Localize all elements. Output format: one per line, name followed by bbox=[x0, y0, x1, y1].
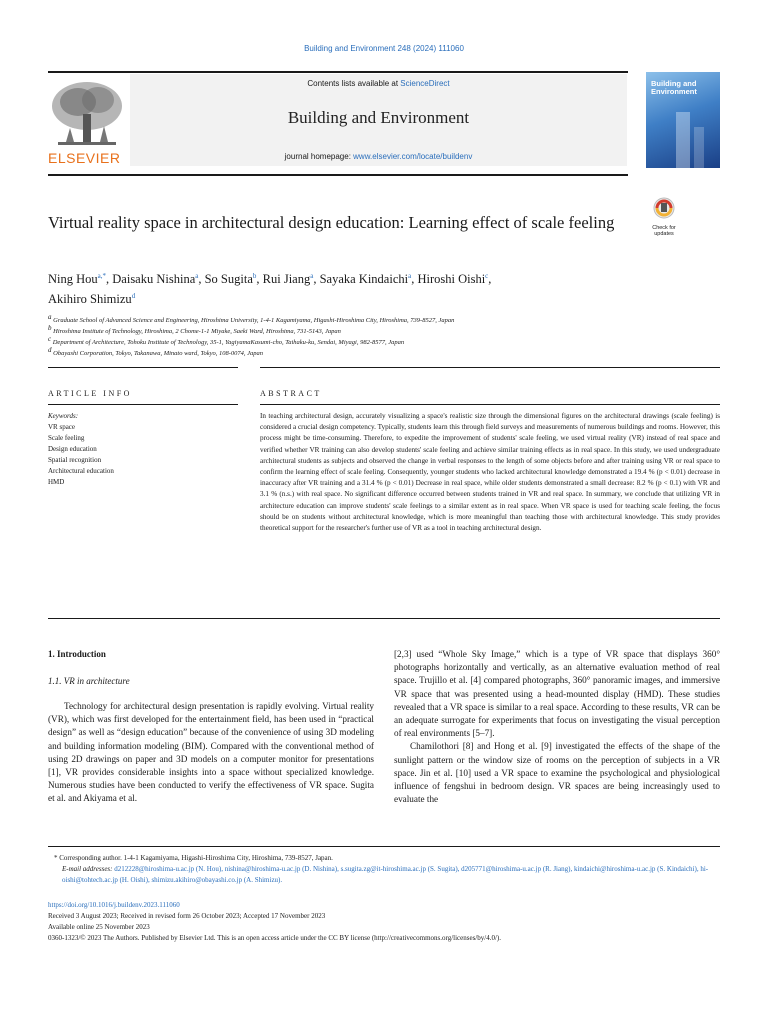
body-column-right bbox=[394, 648, 720, 806]
cover-tower-2 bbox=[694, 127, 704, 168]
journal-cover-image bbox=[646, 72, 720, 168]
keyword-item: Architectural education bbox=[48, 467, 114, 475]
author-affiliation-mark[interactable]: a,* bbox=[97, 272, 107, 280]
badge-line-2: updates bbox=[654, 231, 674, 237]
paragraph: Technology for architectural design presentation is rapidly evolving. Virtual reality (VR), which was first developed for the entertainment field, has been used in “practical design” as well as “design education” because of the convenience of using 3D modeling and building information modeling (BIM). Compared with the conventional method of using 2D drawings on paper and 3D models on a computer monitor for presentations [1], VR provides considerable insights into a space without specialized knowledge. Numerous studies have been conducted to verify the effectiveness of VR space. Sugita et al. and Akiyama et al. bbox=[48, 701, 374, 804]
body-column-left bbox=[48, 700, 374, 806]
author-affiliation-mark[interactable]: b bbox=[252, 272, 257, 280]
paragraph: [2,3] used “Whole Sky Image,” which is a type of VR space that displays 360° photographs horizontally and vertically, as an alternative evaluation method of real space. Trujillo et al. [4] compared photographs, 360° panoramic images, and immersive VR space that was presented using a head-mounted display (HMD). These studies revealed that a VR space is similar to a real space. According to these results, VR can be an adequate surrogate for experiments that focus on investigating the visual perception of real environments [5–7]. bbox=[394, 649, 720, 739]
author-separator: , bbox=[488, 272, 492, 287]
keyword-item: HMD bbox=[48, 478, 65, 486]
check-for-updates-icon bbox=[645, 196, 683, 220]
author-name: Akihiro Shimizu bbox=[48, 292, 132, 307]
author-name: Ning Hou bbox=[48, 272, 98, 287]
author-name: Sayaka Kindaichi bbox=[319, 272, 409, 287]
paragraph: Chamilothori [8] and Hong et al. [9] investigated the effects of the shape of the sunlight pattern or the window size of rooms on the perception of subjects in a VR space. Jin et al. [10] used a VR space to examine the psychological and physiological influence of fengshui in bedroom design. VR spaces are being increasingly used to evaluate the bbox=[394, 741, 720, 805]
footnotes bbox=[48, 853, 720, 886]
author-name: So Sugita bbox=[204, 272, 253, 287]
author-affiliation-mark[interactable]: c bbox=[485, 272, 489, 280]
header-bottom-rule bbox=[48, 174, 628, 176]
homepage-line bbox=[130, 152, 627, 161]
keywords-label: Keywords: bbox=[48, 412, 79, 420]
journal-name: Building and Environment bbox=[287, 108, 470, 127]
copyright-line: 0360-1323/© 2023 The Authors. Published by Elsevier Ltd. This is an open access article under the CC BY license (http://creativecommons.org/licenses/by/4.0/). bbox=[48, 934, 501, 942]
doi-link[interactable]: https://doi.org/10.1016/j.buildenv.2023.111060 bbox=[48, 901, 180, 909]
article-info-subrule bbox=[48, 404, 238, 405]
email-addresses bbox=[48, 864, 720, 886]
header-top-rule bbox=[48, 71, 628, 73]
author-separator: , bbox=[256, 272, 263, 287]
affiliation-d bbox=[48, 345, 728, 359]
received-dates: Received 3 August 2023; Received in revised form 26 October 2023; Accepted 17 November 2023 bbox=[48, 912, 326, 920]
keywords-block bbox=[48, 411, 238, 488]
affiliation-text: Graduate School of Advanced Science and Engineering, Hiroshima University, 1-4-1 Kagamiyama, Higashi-Hiroshima City, Hiroshima, 739-8527, Japan bbox=[51, 317, 455, 325]
affiliation-label: a bbox=[48, 313, 52, 321]
affiliation-label: b bbox=[48, 324, 52, 332]
keyword-item: Spatial recognition bbox=[48, 456, 102, 464]
author-name: Rui Jiang bbox=[262, 272, 311, 287]
contents-line bbox=[130, 79, 627, 88]
affiliation-text: Department of Architecture, Tohoku Institute of Technology, 35-1, YagiyamaKasumi-cho, Taihaku-ku, Sendai, Miyagi, 982-8577, Japan bbox=[51, 339, 405, 347]
footnote-rule bbox=[48, 846, 720, 847]
author-separator: , bbox=[411, 272, 418, 287]
abstract-rule bbox=[260, 367, 720, 368]
author-affiliation-mark[interactable]: d bbox=[131, 292, 136, 301]
keyword-item: VR space bbox=[48, 423, 76, 431]
homepage-prefix: journal homepage: bbox=[284, 152, 354, 161]
abstract-end-rule bbox=[48, 618, 720, 619]
keyword-list bbox=[48, 422, 238, 488]
cover-title: Building and Environment bbox=[651, 79, 697, 96]
author-affiliation-mark[interactable]: a bbox=[310, 272, 314, 280]
keyword-item: Scale feeling bbox=[48, 434, 85, 442]
elsevier-wordmark: ELSEVIER bbox=[48, 150, 121, 166]
section-heading-introduction: 1. Introduction bbox=[48, 649, 106, 659]
author-separator: , bbox=[313, 272, 320, 287]
author-affiliation-mark[interactable]: a bbox=[195, 272, 199, 280]
contents-prefix: Contents lists available at bbox=[307, 79, 401, 88]
abstract-text: In teaching architectural design, accurately visualizing a space's realistic size through the dimensional figures on the architectural drawings (scale feeling) is considered a crucial design competency. Typically, students learn this through field surveys and measurements of numerous buildings and rooms. However, this process might be time-consuming. Therefore, to expedite the improvement of students' scale feeling, we used virtual reality (VR) instead of real space and verified whether VR training can also develop students' scale feeling and achieve similar training effects as in real space. In this study, we used undergraduate architectural students as subjects and observed the change in verbal responses to the length of some objects before and after training using VR or real space to confirm the learning effect of scale feeling. Consequently, younger students who lacked architectural knowledge demonstrated a 19.4 % (p < 0.01) decrease in inaccuracy after VR training and a 31.4 % (p < 0.01) Decrease in real space, while older students demonstrated a small decrease: 8.2 % (p < 0.1) with VR and 3.1 % (n.s.) with real space. No significant difference occurred between students trained in VR and real space. In summary, we conclude that utilizing VR in architecture education can improve students' scale feelings to a similar extent as in real space. When VR space is used for teaching scale feeling, the focus should be on students without architectural knowledge, which is more meaningful than teaching those with architectural knowledge. This study provides theoretical support for the researcher's further use of VR as a tool in teaching architectural design. bbox=[260, 412, 720, 533]
article-history bbox=[48, 900, 720, 944]
cover-tower bbox=[676, 112, 690, 168]
author-separator: , bbox=[198, 272, 205, 287]
check-for-updates-badge[interactable] bbox=[645, 196, 683, 236]
author-affiliation-mark[interactable]: a bbox=[408, 272, 412, 280]
affiliation-label: c bbox=[48, 335, 52, 343]
abstract-heading: ABSTRACT bbox=[260, 389, 322, 398]
author-list bbox=[48, 268, 648, 308]
subsection-heading-vr: 1.1. VR in architecture bbox=[48, 676, 130, 686]
article-info-rule bbox=[48, 367, 238, 368]
available-online: Available online 25 November 2023 bbox=[48, 923, 150, 931]
corresponding-author-note: * Corresponding author. 1-4-1 Kagamiyama, Higashi-Hiroshima City, Hiroshima, 739-8527, Japan. bbox=[54, 854, 333, 862]
email-links[interactable]: d212228@hiroshima-u.ac.jp (N. Hou), nishina@hiroshima-u.ac.jp (D. Nishina), s.sugita.zg@it-hiroshima.ac.jp (S. Sugita), d205771@hiroshima-u.ac.jp (R. Jiang), kindaichi@hiroshima-u.ac.jp (S. Kindaichi), hi-oishi@tohtech.ac.jp (H. Oishi), shimizu.akihiro@obayashi.co.jp (A. Shimizu). bbox=[62, 865, 709, 884]
keyword-item: Design education bbox=[48, 445, 97, 453]
author-name: Hiroshi Oishi bbox=[417, 272, 486, 287]
elsevier-tree-logo bbox=[48, 78, 126, 150]
article-title: Virtual reality space in architectural design education: Learning effect of scale feeling bbox=[48, 213, 615, 232]
article-info-heading: ARTICLE INFO bbox=[48, 389, 132, 398]
homepage-link[interactable]: www.elsevier.com/locate/buildenv bbox=[353, 152, 473, 161]
author-name: Daisaku Nishina bbox=[112, 272, 196, 287]
affiliation-text: Obayashi Corporation, Tokyo, Takanawa, Minato ward, Tokyo, 108-0074, Japan bbox=[51, 350, 264, 358]
journal-reference[interactable]: Building and Environment 248 (2024) 111060 bbox=[304, 44, 464, 53]
badge-line-1: Check for bbox=[652, 225, 676, 231]
affiliation-label: d bbox=[48, 346, 52, 354]
abstract-subrule bbox=[260, 404, 720, 405]
author-separator: , bbox=[106, 272, 113, 287]
affiliation-text: Hiroshima Institute of Technology, Hiroshima, 2 Chome-1-1 Miyake, Saeki Ward, Hiroshima, 731-5143, Japan bbox=[51, 328, 341, 336]
email-label: E-mail addresses: bbox=[62, 865, 113, 873]
sciencedirect-link[interactable]: ScienceDirect bbox=[400, 79, 450, 88]
